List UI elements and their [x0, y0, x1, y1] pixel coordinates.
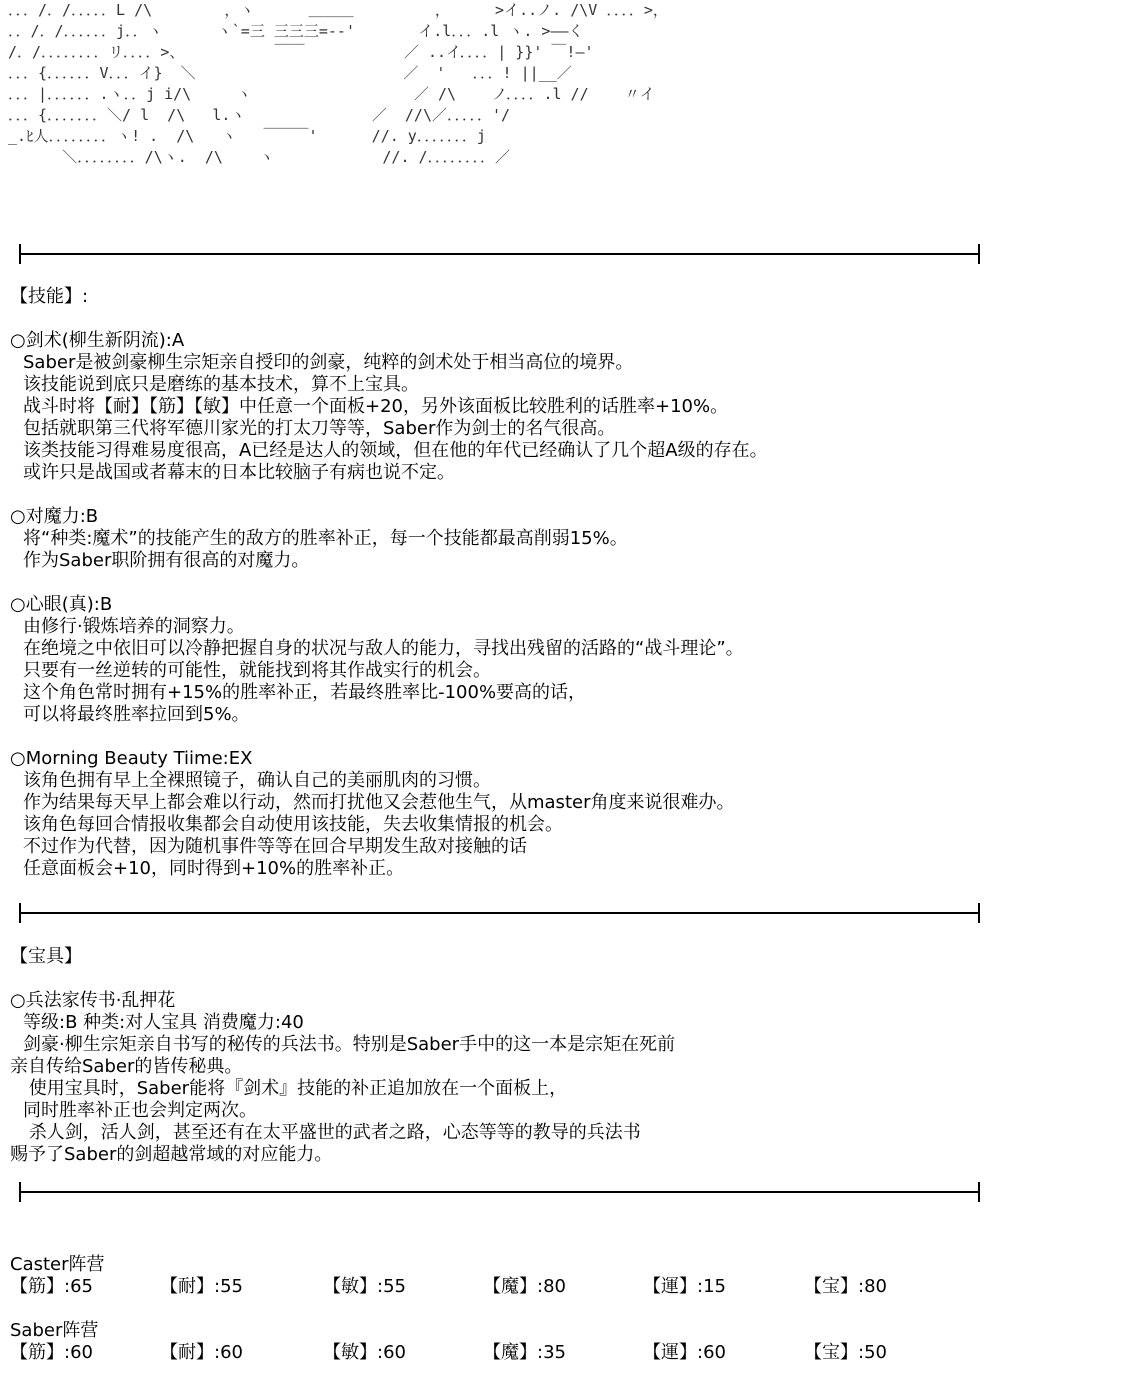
skill-description-line: 只要有一丝逆转的可能性，就能找到将其作战实行的机会。 — [23, 660, 491, 681]
spacer — [10, 968, 675, 990]
skill-description-line: 或许只是战国或者幕末的日本比较脑子有病也说不定。 — [23, 462, 455, 483]
skill-description-line: 任意面板会+10，同时得到+10%的胜率补正。 — [23, 858, 405, 879]
ascii-art — [8, 0, 668, 168]
skill-description-line: Saber是被剑豪柳生宗矩亲自授印的剑豪，纯粹的剑术处于相当高位的境界。 — [23, 352, 634, 373]
camp-stat: 【魔】:35 — [483, 1342, 566, 1363]
camp-stats-row — [10, 1276, 1010, 1298]
skill-description-line: 该角色拥有早上全裸照镜子，确认自己的美丽肌肉的习惯。 — [23, 770, 491, 791]
skill-title: ○心眼(真):B — [10, 594, 113, 615]
spacer — [10, 572, 768, 594]
camp-stat: 【魔】:80 — [483, 1276, 566, 1297]
camp-stat: 【宝】:80 — [804, 1276, 887, 1297]
ascii-art-line: /．/．．．．．．．．リ．．．．>、 ￣￣ ／ ..イ．．．．| }}' ￣!―' — [8, 43, 594, 61]
camp-stats-row — [10, 1342, 1010, 1364]
ascii-art-line: ．．．/．/．．．．．L /\ ，ヽ ＿＿＿ ， >イ..ノ. /\V ．．．．>， — [8, 1, 668, 19]
noble-phantasm-line: 亲自传给Saber的皆传秘典。 — [10, 1056, 243, 1077]
noble-phantasm-heading: 【宝具】 — [10, 946, 82, 967]
skill-description-line: 作为Saber职阶拥有很高的对魔力。 — [23, 550, 310, 571]
skill-description-line: 作为结果每天早上都会难以行动，然而打扰他又会惹他生气，从master角度来说很难办。 — [23, 792, 735, 813]
divider-middle — [19, 903, 980, 923]
camp-name: Caster阵营 — [10, 1254, 105, 1275]
camp-stat: 【運】:60 — [643, 1342, 726, 1363]
skill-description-line: 该技能说到底只是磨练的基本技术，算不上宝具。 — [23, 374, 419, 395]
skill-description-line: 该类技能习得难易度很高，A已经是达人的领域，但在他的年代已经确认了几个超A级的存在。 — [23, 440, 768, 461]
noble-phantasm-section — [10, 946, 675, 1166]
skill-description-line: 将“种类:魔术”的技能产生的敌方的胜率补正，每一个技能都最高削弱15%。 — [23, 528, 628, 549]
skill-description-line: 战斗时将【耐】【筋】【敏】中任意一个面板+20，另外该面板比较胜利的话胜率+10%。 — [23, 396, 729, 417]
camp-stat: 【敏】:60 — [323, 1342, 406, 1363]
camp-stat: 【運】:15 — [643, 1276, 726, 1297]
skill-description-line: 不过作为代替，因为随机事件等等在回合早期发生敌对接触的话 — [23, 836, 527, 857]
noble-phantasm-title: ○兵法家传书·乱押花 — [10, 990, 176, 1011]
ascii-art-line: _.ﾋ人．．．．．．．．ヽ! . /\ ヽ ￣￣￣' //. y．．．．．．．j — [8, 127, 486, 145]
camp-name: Saber阵营 — [10, 1320, 99, 1341]
spacer — [10, 308, 768, 330]
skills-heading: 【技能】: — [10, 286, 89, 307]
noble-phantasm-line: 杀人剑，活人剑，甚至还有在太平盛世的武者之路，心态等等的教导的兵法书 — [23, 1122, 641, 1143]
skill-description-line: 该角色每回合情报收集都会自动使用该技能，失去收集情报的机会。 — [23, 814, 563, 835]
noble-phantasm-line: 剑豪·柳生宗矩亲自书写的秘传的兵法书。特别是Saber手中的这一本是宗矩在死前 — [23, 1034, 676, 1055]
skill-description-line: 在绝境之中依旧可以冷静把握自身的状况与敌人的能力，寻找出残留的活路的“战斗理论”。 — [23, 638, 744, 659]
ascii-art-line: ＼．．．．．．．．/\ヽ. /\ ヽ //. /．．．．．．．．／ — [8, 148, 511, 166]
ascii-art-line: ．．/．/．．．．．．j．．ヽ ヽ`=三 三三三=-‐' イ.l．．．.l ヽ. >――く — [8, 22, 584, 40]
camp-stat: 【耐】:60 — [160, 1342, 243, 1363]
skill-description-line: 这个角色常时拥有+15%的胜率补正，若最终胜率比-100%要高的话， — [23, 682, 587, 703]
noble-phantasm-line: 等级:B 种类:对人宝具 消费魔力:40 — [23, 1012, 304, 1033]
skill-title: ○对魔力:B — [10, 506, 99, 527]
ascii-art-line: ．．．|．．．．．．.ヽ．．j i/\ ヽ ／ /\ ノ．．．．.l // 〃イ — [8, 85, 655, 103]
skill-description-line: 包括就职第三代将军德川家光的打太刀等等，Saber作为剑士的名气很高。 — [23, 418, 616, 439]
spacer — [10, 484, 768, 506]
divider-bottom — [19, 1182, 980, 1202]
noble-phantasm-line: 赐予了Saber的剑超越常域的对应能力。 — [10, 1144, 333, 1165]
camp-stat: 【筋】:60 — [10, 1342, 93, 1363]
skill-title: ○剑术(柳生新阴流):A — [10, 330, 185, 351]
camp-stat: 【耐】:55 — [160, 1276, 243, 1297]
ascii-art-line: ．．．{．．．．．．．＼/ l /\ l.ヽ ／ //\／．．．．．'/ — [8, 106, 511, 124]
divider-top — [19, 244, 980, 264]
skills-section — [10, 286, 768, 880]
spacer — [10, 726, 768, 748]
camp-stat: 【敏】:55 — [323, 1276, 406, 1297]
noble-phantasm-line: 同时胜率补正也会判定两次。 — [23, 1100, 257, 1121]
camp-stat: 【筋】:65 — [10, 1276, 93, 1297]
camp-stat: 【宝】:50 — [804, 1342, 887, 1363]
skill-title: ○Morning Beauty Tiime:EX — [10, 748, 253, 769]
skill-description-line: 由修行·锻炼培养的洞察力。 — [23, 616, 245, 637]
skill-description-line: 可以将最终胜率拉回到5%。 — [23, 704, 250, 725]
ascii-art-line: ．．．{．．．．．．V．．．イ} ＼ ／ ' ．．．! ||__／ — [8, 64, 572, 82]
noble-phantasm-line: 使用宝具时，Saber能将『剑术』技能的补正追加放在一个面板上， — [23, 1078, 568, 1099]
